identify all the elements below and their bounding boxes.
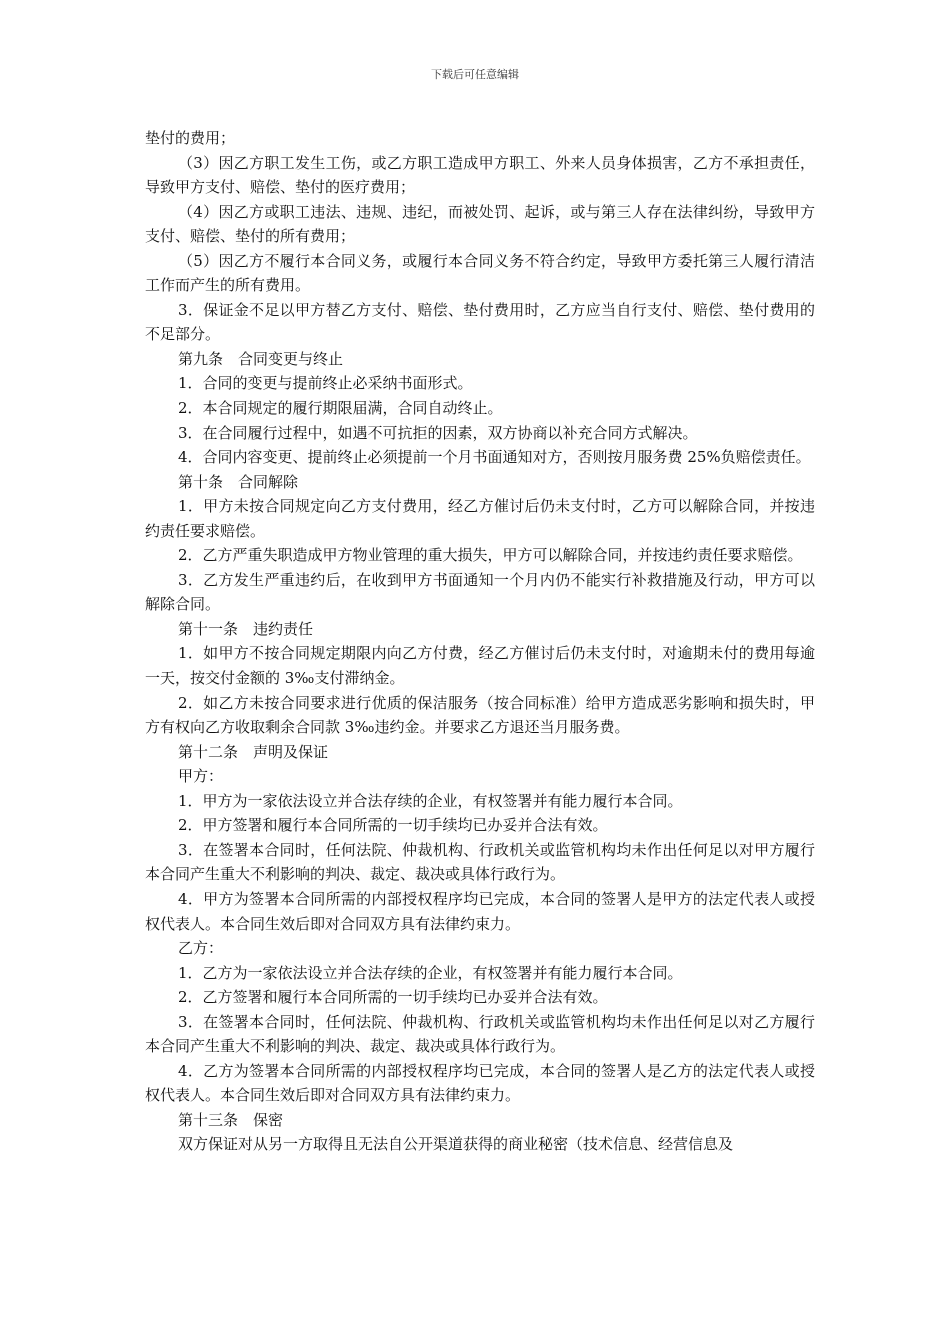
paragraph: 1．乙方为一家依法设立并合法存续的企业，有权签署并有能力履行本合同。 bbox=[178, 963, 683, 982]
paragraph: （4）因乙方或职工违法、违规、违纪，而被处罚、起诉，或与第三人存在法律纠纷，导致甲方支付、赔偿、垫付的所有费用； bbox=[145, 202, 815, 246]
paragraph: 1．甲方为一家依法设立并合法存续的企业，有权签署并有能力履行本合同。 bbox=[178, 791, 683, 810]
paragraph: 第十二条 声明及保证 bbox=[178, 742, 329, 761]
paragraph: 1．甲方未按合同规定向乙方支付费用，经乙方催讨后仍未支付时，乙方可以解除合同，并按违约责任要求赔偿。 bbox=[145, 497, 815, 540]
paragraph: 3．在合同履行过程中，如遇不可抗拒的因素，双方协商以补充合同方式解决。 bbox=[178, 423, 698, 442]
paragraph: 3．在签署本合同时，任何法院、仲裁机构、行政机关或监管机构均未作出任何足以对乙方履行本合同产生重大不利影响的判决、裁定、裁决或具体行政行为。 bbox=[145, 1012, 815, 1056]
paragraph: 4．乙方为签署本合同所需的内部授权程序均已完成，本合同的签署人是乙方的法定代表人或授权代表人。本合同生效后即对合同双方具有法律约束力。 bbox=[145, 1061, 815, 1105]
paragraph: 1．合同的变更与提前终止必采纳书面形式。 bbox=[178, 374, 473, 393]
paragraph: （3）因乙方职工发生工伤，或乙方职工造成甲方职工、外来人员身体损害，乙方不承担责任，导致甲方支付、赔偿、垫付的医疗费用； bbox=[145, 153, 815, 197]
paragraph: 2．如乙方未按合同要求进行优质的保洁服务（按合同标准）给甲方造成恶劣影响和损失时，甲方有权向乙方收取剩余合同款 3‰违约金。并要求乙方退还当月服务费。 bbox=[145, 693, 815, 737]
paragraph: 3．保证金不足以甲方替乙方支付、赔偿、垫付费用时，乙方应当自行支付、赔偿、垫付费用的不足部分。 bbox=[145, 300, 815, 344]
paragraph: 2．本合同规定的履行期限届满，合同自动终止。 bbox=[178, 399, 503, 418]
paragraph: 2．甲方签署和履行本合同所需的一切手续均已办妥并合法有效。 bbox=[178, 816, 608, 835]
paragraph: 第十三条 保密 bbox=[178, 1110, 284, 1129]
paragraph: 第九条 合同变更与终止 bbox=[178, 349, 344, 368]
paragraph: 双方保证对从另一方取得且无法自公开渠道获得的商业秘密（技术信息、经营信息及 bbox=[178, 1135, 734, 1154]
paragraph: 3．乙方发生严重违约后，在收到甲方书面通知一个月内仍不能实行补救措施及行动，甲方可以解除合同。 bbox=[145, 570, 815, 614]
paragraph: 4．合同内容变更、提前终止必须提前一个月书面通知对方，否则按月服务费 25%负赔偿责任。 bbox=[178, 448, 811, 467]
paragraph: 甲方： bbox=[178, 767, 224, 786]
paragraph: 3．在签署本合同时，任何法院、仲裁机构、行政机关或监管机构均未作出任何足以对甲方履行本合同产生重大不利影响的判决、裁定、裁决或具体行政行为。 bbox=[145, 840, 815, 884]
paragraph: 垫付的费用； bbox=[145, 129, 236, 147]
paragraph: 2．乙方严重失职造成甲方物业管理的重大损失，甲方可以解除合同，并按违约责任要求赔偿。 bbox=[178, 546, 803, 565]
document-body bbox=[145, 126, 815, 1157]
paragraph: 4．甲方为签署本合同所需的内部授权程序均已完成，本合同的签署人是甲方的法定代表人或授权代表人。本合同生效后即对合同双方具有法律约束力。 bbox=[145, 889, 815, 933]
paragraph: 乙方： bbox=[178, 939, 224, 958]
paragraph: （5）因乙方不履行本合同义务，或履行本合同义务不符合约定，导致甲方委托第三人履行清洁工作而产生的所有费用。 bbox=[145, 251, 815, 295]
paragraph: 第十一条 违约责任 bbox=[178, 619, 314, 638]
paragraph: 2．乙方签署和履行本合同所需的一切手续均已办妥并合法有效。 bbox=[178, 988, 608, 1007]
paragraph: 1．如甲方不按合同规定期限内向乙方付费，经乙方催讨后仍未支付时，对逾期未付的费用每逾一天，按交付金额的 3‰支付滞纳金。 bbox=[145, 644, 815, 688]
paragraph: 第十条 合同解除 bbox=[178, 472, 299, 491]
page-header: 下载后可任意编辑 bbox=[431, 68, 519, 81]
